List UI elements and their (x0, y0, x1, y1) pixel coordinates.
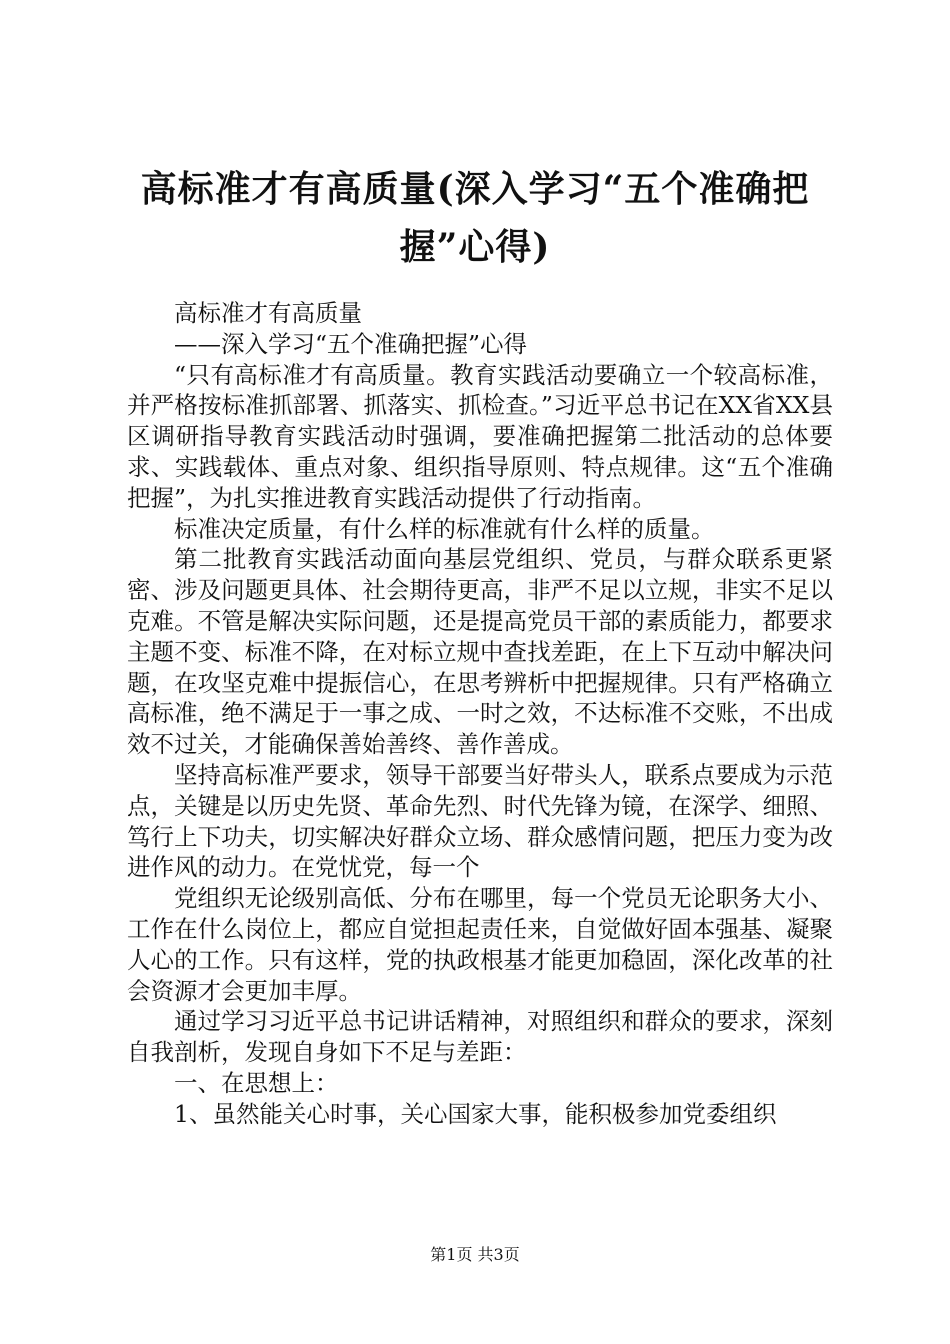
paragraph: 第二批教育实践活动面向基层党组织、党员，与群众联系更紧密、涉及问题更具体、社会期待更高，非严不足以立规，非实不足以克难。不管是解决实际问题，还是提高党员干部的素质能力，都要求主题不变、标准不降，在对标立规中查找差距，在上下互动中解决问题，在攻坚克难中提振信心，在思考辨析中把握规律。只有严格确立高标准，绝不满足于一事之成、一时之效，不达标准不交账，不出成效不过关，才能确保善始善终、善作善成。 (127, 545, 833, 759)
paragraph-section-heading: 一、在思想上： (174, 1068, 339, 1097)
paragraph: 坚持高标准严要求，领导干部要当好带头人，联系点要成为示范点，关键是以历史先贤、革命先烈、时代先锋为镜，在深学、细照、笃行上下功夫，切实解决好群众立场、群众感情问题，把压力变为改进作风的动力。在党忧党，每一个 (127, 760, 833, 882)
paragraph: “只有高标准才有高质量。教育实践活动要确立一个较高标准，并严格按标准抓部署、抓落实、抓检查。”习近平总书记在XX省XX县区调研指导教育实践活动时强调，要准确把握第二批活动的总体要求、实践载体、重点对象、组织指导原则、特点规律。这“五个准确把握”，为扎实推进教育实践活动提供了行动指南。 (127, 360, 833, 512)
page-footer: 第1页 共3页 (430, 1245, 520, 1264)
paragraph-subheading: ——深入学习“五个准确把握”心得 (174, 329, 528, 358)
paragraph: 党组织无论级别高低、分布在哪里，每一个党员无论职务大小、工作在什么岗位上，都应自觉担起责任来，自觉做好固本强基、凝聚人心的工作。只有这样，党的执政根基才能更加稳固，深化改革的社会资源才会更加丰厚。 (127, 884, 833, 1005)
document-body (127, 298, 833, 1130)
paragraph-heading: 高标准才有高质量 (174, 299, 362, 327)
document-title: 高标准才有高质量(深入学习“五个准确把握”心得) (140, 168, 810, 268)
paragraph: 标准决定质量，有什么样的标准就有什么样的质量。 (174, 514, 715, 543)
paragraph: 通过学习习近平总书记讲话精神，对照组织和群众的要求，深刻自我剖析，发现自身如下不足与差距： (127, 1007, 833, 1067)
paragraph: 1、虽然能关心时事，关心国家大事，能积极参加党委组织 (174, 1099, 777, 1128)
